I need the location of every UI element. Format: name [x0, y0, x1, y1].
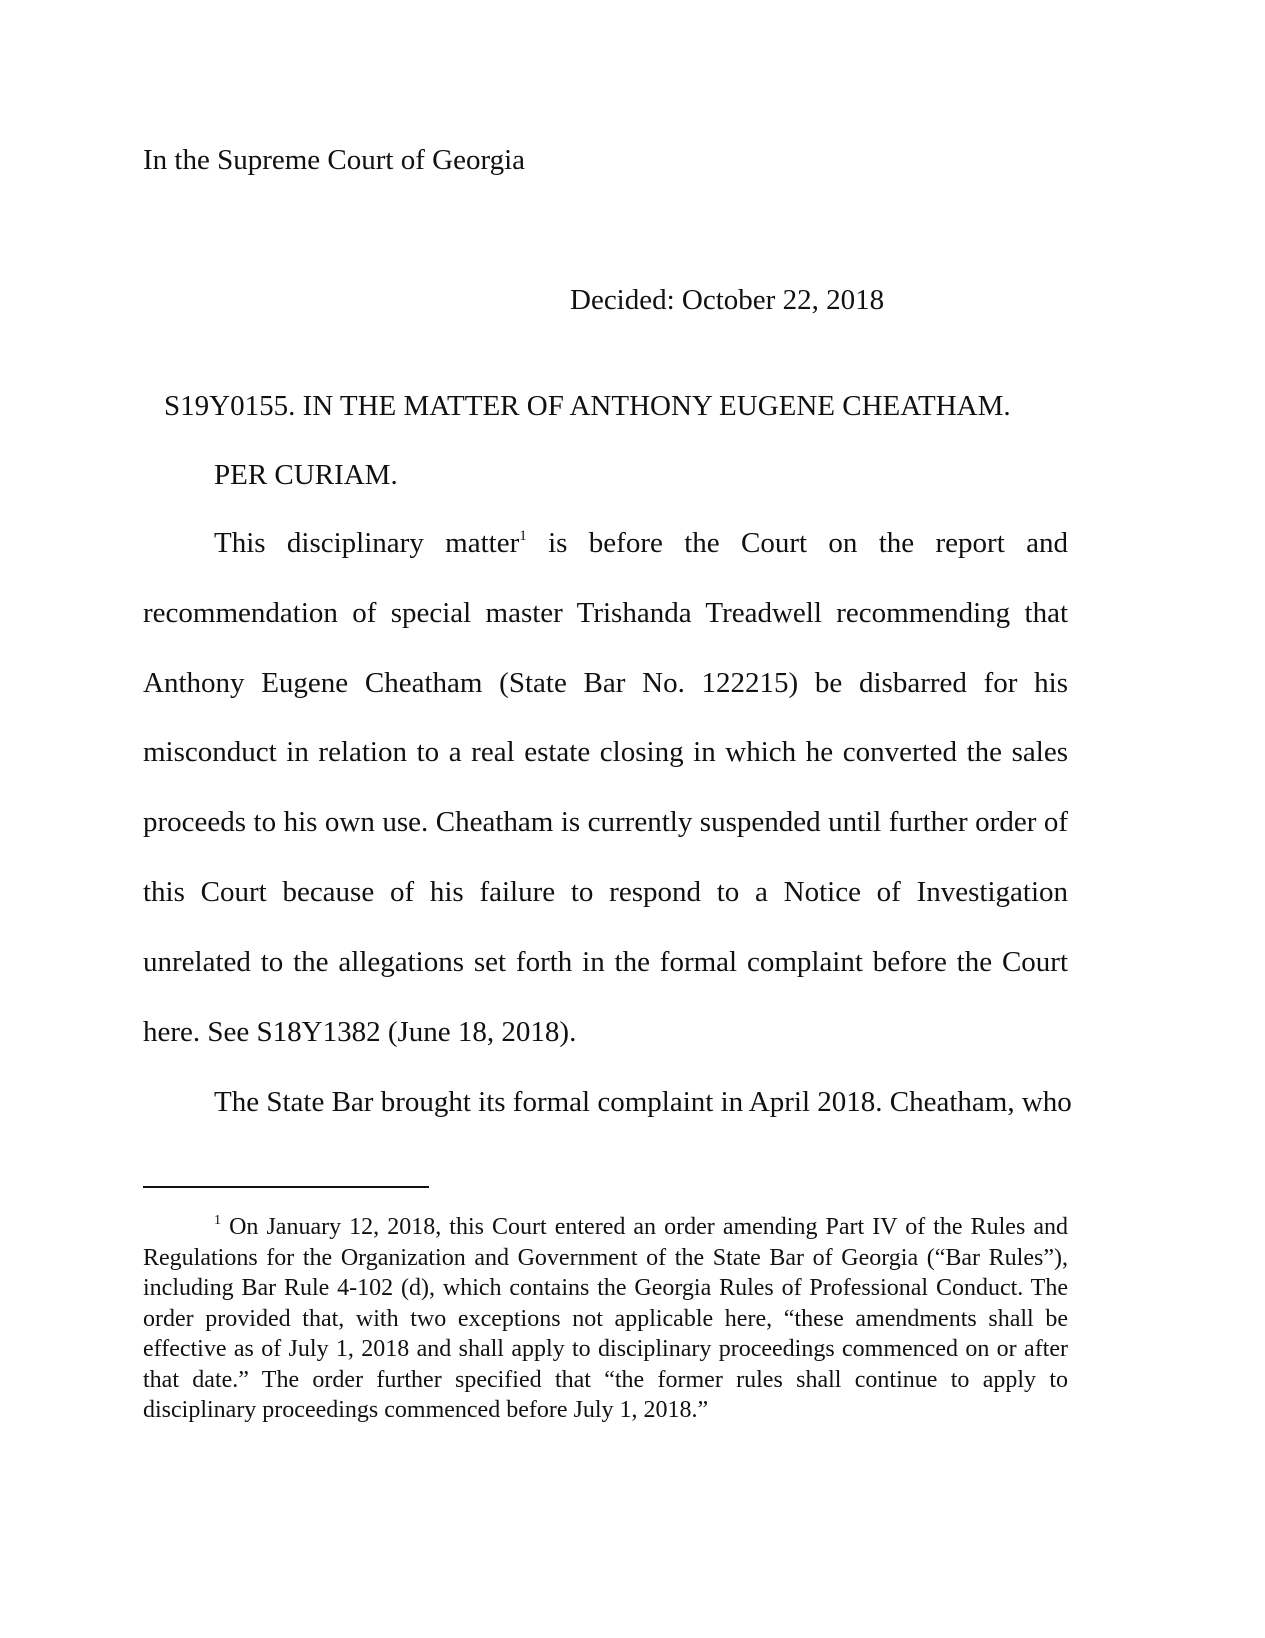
paragraph-1-start: This disciplinary matter	[214, 527, 520, 559]
decided-date: Decided: October 22, 2018	[570, 284, 885, 316]
footnote-marker: 1	[214, 1213, 221, 1228]
court-name: In the Supreme Court of Georgia	[143, 144, 526, 176]
case-caption: S19Y0155. IN THE MATTER OF ANTHONY EUGENE CHEATHAM.	[164, 390, 1011, 422]
footnote-reference: 1	[519, 528, 527, 544]
opinion-paragraph-1	[143, 509, 1068, 1067]
paragraph-1-rest: is before the Court on the report and recommendation of special master Trishanda Treadwell recommending that Anthony Eugene Cheatham (State Bar No. 122215) be disbarred for his misconduct in relation to a real estate closing in which he converted the sales proceeds to his own use. Cheatham is currently suspended until further order of this Court because of his failure to respond to a Notice of Investigation unrelated to the allegations set forth in the formal complaint before the Court here. See S18Y1382 (June 18, 2018).	[143, 527, 1068, 1048]
opinion-paragraph-2: The State Bar brought its formal complaint in April 2018. Cheatham, who	[214, 1086, 1072, 1118]
per-curiam-heading: PER CURIAM.	[214, 459, 398, 491]
footnote-1	[143, 1212, 1068, 1426]
footnote-text: On January 12, 2018, this Court entered an order amending Part IV of the Rules and Regulations for the Organization and Government of the State Bar of Georgia (“Bar Rules”), including Bar Rule 4-102 (d), which contains the Georgia Rules of Professional Conduct. The order provided that, with two exceptions not applicable here, “these amendments shall be effective as of July 1, 2018 and shall apply to disciplinary proceedings commenced on or after that date.” The order further specified that “the former rules shall continue to apply to disciplinary proceedings commenced before July 1, 2018.”	[143, 1214, 1068, 1423]
footnote-separator	[143, 1186, 429, 1188]
